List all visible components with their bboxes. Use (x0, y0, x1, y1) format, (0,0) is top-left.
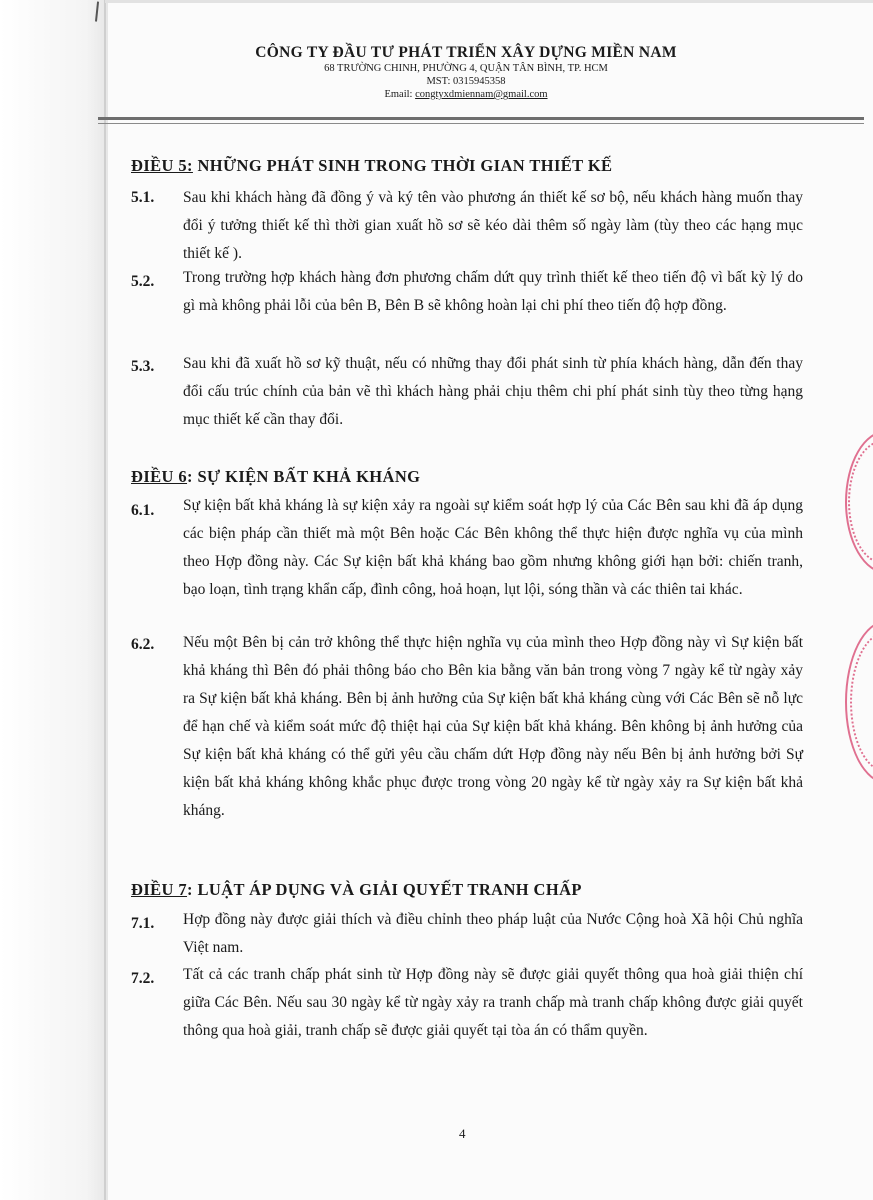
tax-code: MST: 0315945358 (426, 76, 506, 87)
email-address: congtyxdmiennam@gmail.com (415, 89, 548, 100)
clause-text: Hợp đồng này được giải thích và điều chỉnh theo pháp luật của Nước Cộng hoà Xã hội Chủ nghĩa Việt nam. (183, 911, 803, 956)
clause-number: 5.3. (131, 358, 155, 375)
article-7-title: : LUẬT ÁP DỤNG VÀ GIẢI QUYẾT TRANH CHẤP (187, 880, 582, 899)
clause-text: Nếu một Bên bị cản trở không thể thực hiện nghĩa vụ của mình theo Hợp đồng này vì Sự kiện bất khả kháng thì Bên đó phải thông báo cho Bên kia bằng văn bản trong vòng 7 ngày kể từ ngày xảy ra Sự kiện bất khả kháng. Bên bị ảnh hưởng của Sự kiện bất khả kháng cùng với Các Bên sẽ nỗ lực để hạn chế và kiểm soát mức độ thiệt hại của Sự kiện bất khả kháng. Bên không bị ảnh hưởng của Sự kiện bất khả kháng có thể gửi yêu cầu chấm dứt Hợp đồng này nếu Bên bị ảnh hưởng bởi Sự kiện bất khả kháng không khắc phục được trong vòng 20 ngày kể từ ngày xảy ra Sự kiện bất khả kháng. (183, 634, 803, 819)
article-5-number: ĐIỀU 5: (131, 156, 193, 175)
email-label: Email: (384, 89, 416, 100)
clause-text: Sau khi đã xuất hồ sơ kỹ thuật, nếu có những thay đổi phát sinh từ phía khách hàng, dẫn đến thay đổi cấu trúc chính của bản vẽ thì khách hàng phải chịu thêm chi phí phát sinh tùy theo từng hạng mục thiết kế cần thay đổi. (183, 355, 803, 428)
company-email (106, 89, 826, 100)
seal-inner-ring (848, 440, 873, 564)
clause-number: 6.2. (131, 636, 155, 653)
article-6-heading (131, 467, 420, 487)
clause-text: Sự kiện bất khả kháng là sự kiện xảy ra ngoài sự kiểm soát hợp lý của Các Bên sau khi đã áp dụng các biện pháp cần thiết mà một Bên hoặc Các Bên không thể thực hiện được nghĩa vụ của mình theo Hợp đồng này. Các Sự kiện bất khả kháng bao gồm nhưng không giới hạn bởi: chiến tranh, bạo loạn, tình trạng khẩn cấp, đình công, hoả hoạn, lụt lội, sóng thần và các thiên tai khác. (183, 497, 803, 598)
article-6-title: : SỰ KIỆN BẤT KHẢ KHÁNG (187, 467, 421, 486)
clause-number: 6.1. (131, 502, 155, 519)
page-number: 4 (459, 1126, 466, 1141)
clause-number: 5.2. (131, 273, 155, 290)
clause-text: Trong trường hợp khách hàng đơn phương chấm dứt quy trình thiết kế theo tiến độ vì bất kỳ lý do gì mà không phải lỗi của bên B, Bên B sẽ không hoàn lại chi phí theo tiến độ hợp đồng. (183, 269, 803, 314)
header-rule-thick (98, 117, 864, 120)
article-5-title: NHỮNG PHÁT SINH TRONG THỜI GIAN THIẾT KẾ (192, 156, 613, 175)
clause-number: 7.2. (131, 970, 155, 987)
article-7-heading (131, 880, 582, 900)
company-address: 68 TRƯỜNG CHINH, PHƯỜNG 4, QUẬN TÂN BÌNH, TP. HCM (324, 63, 608, 74)
clause-text: Tất cả các tranh chấp phát sinh từ Hợp đồng này sẽ được giải quyết thông qua hoà giải thiện chí giữa Các Bên. Nếu sau 30 ngày kể từ ngày xảy ra tranh chấp mà tranh chấp không được giải quyết thông qua hoà giải, tranh chấp sẽ được giải quyết tại tòa án có thẩm quyền. (183, 966, 803, 1039)
pen-mark (95, 2, 107, 23)
article-5-heading (131, 156, 612, 176)
clause-number: 7.1. (131, 915, 155, 932)
scan-left-margin (0, 0, 108, 1200)
scan-top-edge (105, 0, 873, 3)
article-6-number: ĐIỀU 6 (131, 467, 188, 486)
binding-edge (104, 0, 106, 1200)
clause-number: 5.1. (131, 189, 155, 206)
header-rule-thin (98, 123, 864, 124)
article-7-number: ĐIỀU 7 (131, 880, 188, 899)
clause-text: Sau khi khách hàng đã đồng ý và ký tên vào phương án thiết kế sơ bộ, nếu khách hàng muốn thay đổi ý tưởng thiết kế thì thời gian xuất hồ sơ sẽ kéo dài thêm số ngày làm (tùy theo các hạng mục thiết kế ). (183, 189, 803, 262)
company-name: CÔNG TY ĐẦU TƯ PHÁT TRIỂN XÂY DỰNG MIỀN NAM (255, 44, 677, 61)
